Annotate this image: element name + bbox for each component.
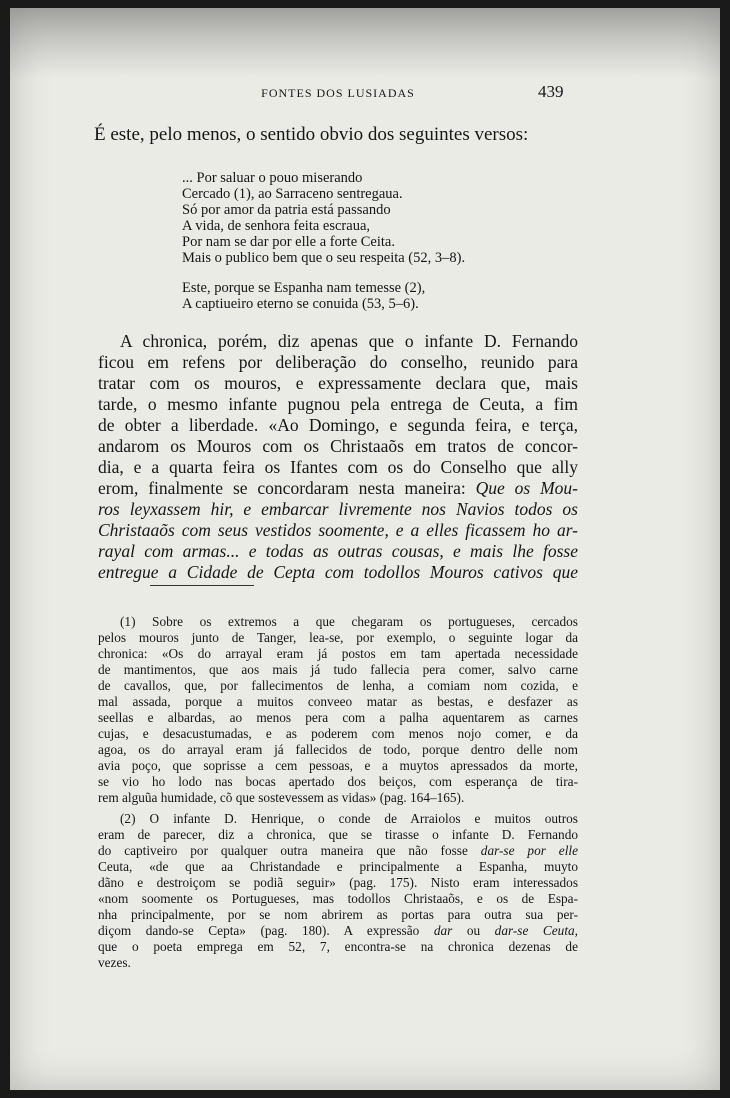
italic-body-line [98,562,578,583]
page-number: 439 [538,82,564,101]
footnote-text: ou [452,923,495,938]
footnote-line: eram de parecer, diz a chronica, que se tirasse o infante D. Fernando [98,827,578,842]
verse-line: A vida, de senhora feita escraua, [182,218,371,234]
italic-body-line [98,541,578,562]
verse-line: Este, porque se Espanha nam temesse (2), [182,280,426,296]
italic-quote: rayal com armas... e todas as outras cousas, e mais lhe fosse [98,541,578,561]
body-line: A chronica, porém, diz apenas que o infante D. Fernando [120,331,578,351]
footnote-line: mal assada, porque a muitos conveeo matar as bestas, e desfazer as [98,694,578,709]
verse-line: Por nam se dar por elle a forte Ceita. [182,234,395,250]
verse-line: Mais o publico bem que o seu respeita (52, 3–8). [182,250,466,266]
italic-quote: Christaaõs com seus vestidos soomente, e a elles ficassem ho ar- [98,520,578,540]
body-text: erom, finalmente se concordaram nesta maneira: [98,478,466,498]
footnote-line [98,859,578,874]
body-line: ficou em refens por deliberação do conselho, reunido para [98,352,578,372]
body-line-mixed [98,478,578,499]
footnote-text: do captiveiro por qualquer outra maneira que não fosse [98,843,468,858]
verse-line: Só por amor da patria está passando [182,202,391,218]
footnote-line: de mantimentos, que aos mais já tudo fallecia pera comer, salvo carne [98,662,578,677]
italic-body-line [98,520,578,541]
footnote-line: de cavallos, que, por fallecimentos de lenha, a comiam nom cozida, e [98,678,578,693]
footnote-line: vezes. [98,955,131,970]
footnote-rule [150,585,254,586]
body-line: dia, e a quarta feira os Ifantes com os do Conselho que ally [98,457,578,477]
footnote-line: chronica: «Os do arrayal eram já postos em tam apertada necessidade [98,646,578,661]
footnote-line: (2) O infante D. Henrique, o conde de Arraiolos e muitos outros [120,811,578,826]
italic-quote: ros leyxassem hir, e embarcar livremente nos Navios todos os [98,499,578,519]
footnote-line: que o poeta emprega em 52, 7, encontra-se na chronica dezenas de [98,939,578,954]
footnote-line: dãno e destroiçom se podiã seguir» (pag. 175). Nisto eram interessados [98,875,578,890]
italic-quote: entregue a Cidade de Cepta com todollos Mouros cativos que [98,562,578,582]
footnote-line: agoa, os do arrayal eram já fallecidos de todo, porque dentro delle nom [98,742,578,757]
footnote-text: diçom dando-se Cepta» (pag. 180). A expressão [98,923,420,938]
footnote-line: nha principalmente, por se nom abrirem as portas para outra sua per- [98,907,578,922]
verse-line: A captiueiro eterno se conuida (53, 5–6). [182,296,419,312]
book-page [10,8,720,1090]
running-title: FONTES DOS LUSIADAS [261,86,415,100]
footnote-line: se vio ho lodo nas bocas apertado dos beiços, com esperança de tira- [98,774,578,789]
body-line: andarom os Mouros com os Christaaõs em tratos de concor- [98,436,578,456]
verse-line: Cercado (1), ao Sarraceno sentregaua. [182,186,403,202]
footnote-text: Ceuta, «de que aa Christandade e principalmente a Espanha, muyto [98,859,578,874]
footnote-line: avia poço, que soprisse a cem pessoas, e a muytos apressados da morte, [98,758,578,773]
footnote-line: seellas e albardas, ao menos pera com a palha aquentarem as carnes [98,710,578,725]
footnote-line: cujas, e desacustumadas, e as poderem com menos nojo comer, e da [98,726,578,741]
footnote-line-mixed [98,923,578,938]
body-line: de obter a liberdade. «Ao Domingo, e segunda feira, e terça, [98,415,578,435]
footnote-line: pelos mouros junto de Tanger, lea-se, por exemplo, o seguinte logar da [98,630,578,645]
footnote-line: rem alguũa humidade, cõ que sostevessem as vidas» (pag. 164–165). [98,790,465,805]
italic-term: dar [433,923,453,938]
body-line: tratar com os mouros, e expressamente declara que, mais [98,373,578,393]
body-line: tarde, o mesmo infante pugnou pela entrega de Ceuta, a fim [98,394,578,414]
intro-line: É este, pelo menos, o sentido obvio dos seguintes versos: [94,124,529,145]
footnote-line: (1) Sobre os extremos a que chegaram os portugueses, cercados [120,614,578,629]
italic-term: dar-se Ceuta, [494,923,578,938]
verse-line: ... Por saluar o pouo miserando [182,170,363,186]
footnote-line-mixed [98,843,578,858]
italic-body-line [98,499,578,520]
footnote-line: «nom soomente os Portugueses, mas todollos Christaaõs, e os de Espa- [98,891,578,906]
italic-quote: Que os Mou- [475,478,578,498]
italic-term: dar-se por elle [480,843,578,858]
